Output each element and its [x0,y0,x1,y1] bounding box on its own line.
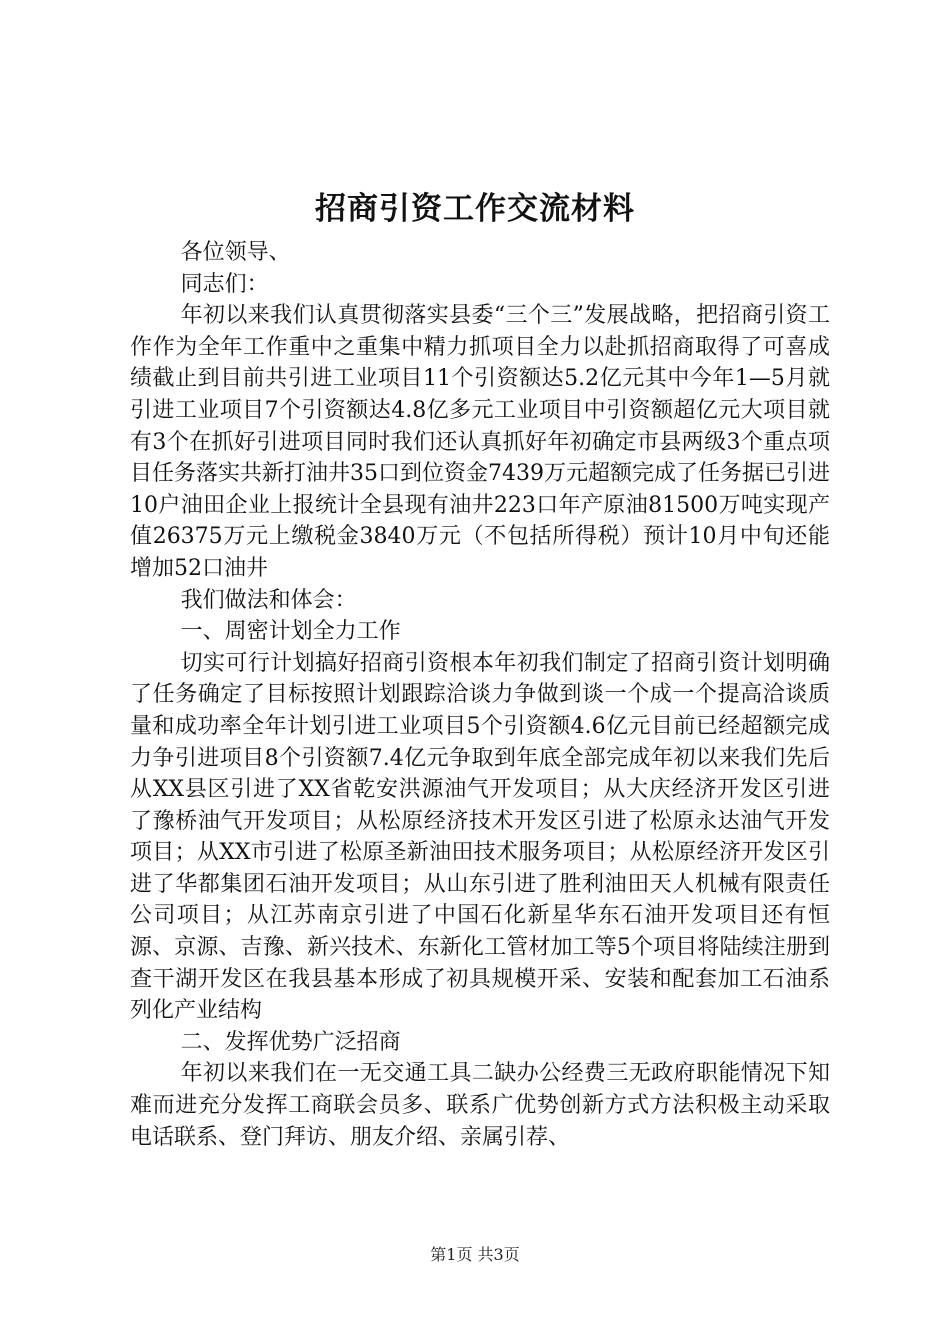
page-footer: 第1页 共3页 [430,1245,520,1264]
paragraph-section-1: 切实可行计划搞好招商引资根本年初我们制定了招商引资计划明确了任务确定了目标按照计划跟踪洽谈力争做到谈一个成一个提高洽谈质量和成功率全年计划引进工业项目5个引资额4.6亿元目前已经超额完成力争引进项目8个引资额7.4亿元争取到年底全部完成年初以来我们先后从XX县区引进了XX省乾安洪源油气开发项目；从大庆经济开发区引进了豫桥油气开发项目；从松原经济技术开发区引进了松原永达油气开发项目；从XX市引进了松原圣新油田技术服务项目；从松原经济开发区引进了华都集团石油开发项目；从山东引进了胜利油田天人机械有限责任公司项目；从江苏南京引进了中国石化新星华东石油开发项目还有恒源、京源、吉豫、新兴技术、东新化工管材加工等5个项目将陆续注册到查干湖开发区在我县基本形成了初具规模开采、安装和配套加工石油系列化产业结构 [130,650,830,1024]
paragraph-intro: 年初以来我们认真贯彻落实县委“三个三”发展战略，把招商引资工作作为全年工作重中之重集中精力抓项目全力以赴抓招商取得了可喜成绩截止到目前共引进工业项目11个引资额达5.2亿元其中今年1—5月就引进工业项目7个引资额达4.8亿多元工业项目中引资额超亿元大项目就有3个在抓好引进项目同时我们还认真抓好年初确定市县两级3个重点项目任务落实共新打油井35口到位资金7439万元超额完成了任务据已引进10户油田企业上报统计全县现有油井223口年产原油81500万吨实现产值26375万元上缴税金3840万元（不包括所得税）预计10月中旬还能增加52口油井 [130,303,830,581]
salutation-line-1: 各位领导、 [180,240,291,265]
document-body [130,237,830,1153]
section-heading-1: 一、周密计划全力工作 [180,619,401,645]
paragraph-heading-practices: 我们做法和体会： [180,587,357,613]
salutation-line-2: 同志们： [180,271,269,297]
paragraph-section-2: 年初以来我们在一无交通工具二缺办公经费三无政府职能情况下知难而进充分发挥工商联会员多、联系广优势创新方式方法积极主动采取电话联系、登门拜访、朋友介绍、亲属引荐、 [130,1061,830,1150]
document-title: 招商引资工作交流材料 [315,191,635,227]
section-heading-2: 二、发挥优势广泛招商 [180,1029,401,1055]
